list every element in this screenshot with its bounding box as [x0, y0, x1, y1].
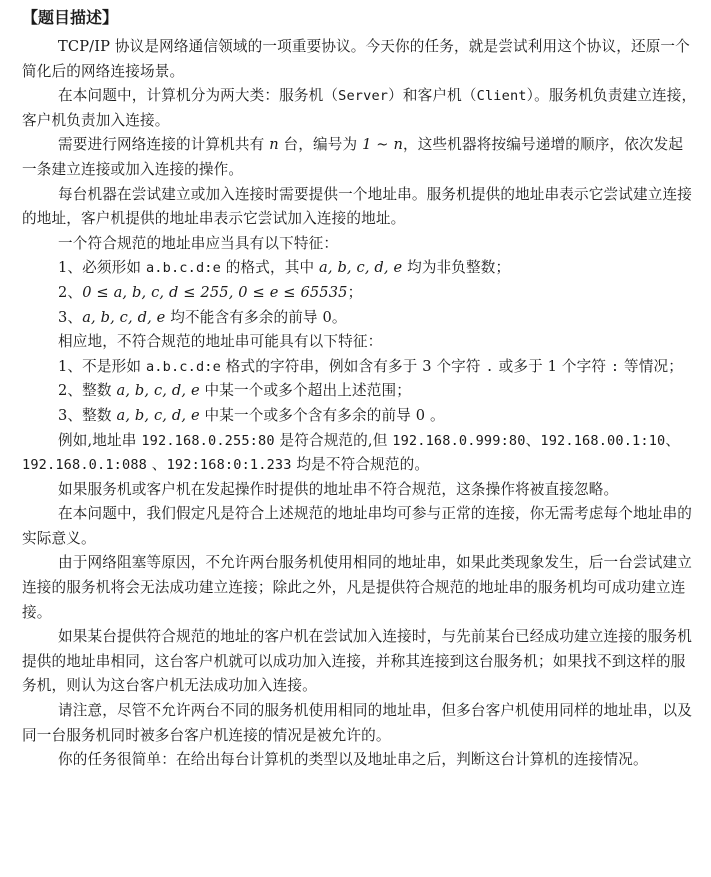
text: 均为非负整数； [402, 259, 511, 277]
text: 需要进行网络连接的计算机共有 [58, 136, 270, 154]
dot-char: . [485, 358, 494, 375]
math-range: 1 ∼ n [362, 136, 404, 154]
example-invalid-address: 192.168.00.1:10 [540, 432, 666, 449]
text: 或多于 1 个字符 [493, 357, 611, 375]
math-vars: a, b, c, d, e [319, 259, 403, 277]
separator: 、 [525, 431, 541, 449]
text: 是符合规范的,但 [274, 431, 393, 449]
paragraph-server-rule: 由于网络阻塞等原因，不允许两台服务机使用相同的地址串，如果此类现象发生，后一台尝试建立连接的服务机将会无法成功建立连接；除此之外，凡是提供符合规范的地址串的服务机均可成功建立连接。 [22, 554, 692, 621]
paragraph-assumption: 在本问题中，我们假定凡是符合上述规范的地址串均可参与正常的连接，你无需考虑每个地址串的实际意义。 [22, 505, 692, 547]
text: 均是不符合规范的。 [291, 456, 430, 474]
invalid-rule-3 [22, 404, 697, 429]
text: 1、必须形如 [58, 259, 146, 277]
text: 3、整数 [58, 406, 117, 424]
math-vars: a, b, c, d, e [116, 382, 200, 400]
text: ）和客户机（ [388, 87, 477, 105]
math-range-expr: 0 ≤ a, b, c, d ≤ 255, 0 ≤ e ≤ 65535 [82, 283, 348, 301]
text: 2、 [58, 283, 83, 301]
text: ； [347, 283, 363, 301]
section-heading: 【题目描述】 [22, 8, 119, 27]
paragraph-examples [22, 429, 697, 478]
invalid-rule-1 [22, 355, 697, 380]
example-valid-address: 192.168.0.255:80 [141, 432, 275, 449]
text: 等情况； [619, 357, 683, 375]
text: 3、 [58, 308, 83, 326]
paragraph-intro: TCP/IP 协议是网络通信领域的一项重要协议。今天你的任务，就是尝试利用这个协议，还原一个简化后的网络连接场景。 [22, 38, 690, 80]
text: 例如,地址串 [58, 431, 142, 449]
example-invalid-address: 192.168.0.1:088 [22, 457, 148, 474]
format-code: a.b.c.d:e [145, 358, 221, 375]
text: ）。服务机负责建立连接，客户机负责加入连接。 [22, 87, 697, 129]
paragraph-machine-count [22, 133, 697, 182]
paragraph-valid-intro: 一个符合规范的地址串应当具有以下特征： [58, 234, 339, 252]
paragraph-task: 你的任务很简单：在给出每台计算机的类型以及地址串之后，判断这台计算机的连接情况。 [58, 751, 648, 769]
separator: 、 [147, 456, 167, 474]
paragraph-ignore-rule: 如果服务机或客户机在发起操作时提供的地址串不符合规范，这条操作将被直接忽略。 [58, 480, 619, 498]
text: 1、不是形如 [58, 357, 146, 375]
valid-rule-2 [22, 281, 697, 306]
separator: 、 [665, 431, 681, 449]
paragraph-client-rule: 如果某台提供符合规范的地址的客户机在尝试加入连接时，与先前某台已经成功建立连接的服务机提供的地址串相同，这台客户机就可以成功加入连接，并称其连接到这台服务机；如果找不到这样的服务机，则认为这台客户机无法成功加入连接。 [22, 628, 692, 695]
colon-char: : [610, 358, 620, 375]
format-code: a.b.c.d:e [145, 260, 221, 277]
text: 台，编号为 [278, 136, 363, 154]
text: 在本问题中，计算机分为两大类：服务机（ [58, 87, 339, 105]
paragraph-address-meaning: 每台机器在尝试建立或加入连接时需要提供一个地址串。服务机提供的地址串表示它尝试建立连接的地址，客户机提供的地址串表示它尝试加入连接的地址。 [22, 185, 692, 228]
paragraph-note: 请注意，尽管不允许两台不同的服务机使用相同的地址串，但多台客户机使用同样的地址串，以及同一台服务机同时被多台客户机连接的情况是被允许的。 [22, 702, 692, 744]
math-n: n [269, 136, 279, 154]
text: 均不能含有多余的前导 0。 [165, 308, 347, 326]
valid-rule-3 [22, 306, 697, 331]
example-invalid-address: 192.168.0.999:80 [392, 432, 526, 449]
text: 中某一个或多个超出上述范围； [199, 382, 411, 400]
paragraph-invalid-intro: 相应地，不符合规范的地址串可能具有以下特征： [58, 333, 383, 351]
text: 中某一个或多个含有多余的前导 0 。 [199, 406, 445, 424]
invalid-rule-2 [22, 379, 697, 404]
text: 2、整数 [58, 382, 117, 400]
example-invalid-address: 192:168:0:1.233 [166, 457, 292, 474]
text: ，这些机器将按编号递增的顺序，依次发起一条建立连接或加入连接的操作。 [22, 136, 684, 178]
client-term: Client [476, 88, 527, 105]
text: 的格式，其中 [220, 259, 320, 277]
math-vars: a, b, c, d, e [82, 308, 166, 326]
math-vars: a, b, c, d, e [116, 406, 200, 424]
paragraph-machine-types [22, 84, 697, 133]
server-term: Server [338, 88, 389, 105]
text: 格式的字符串，例如含有多于 3 个字符 [220, 357, 486, 375]
valid-rule-1 [22, 256, 697, 281]
